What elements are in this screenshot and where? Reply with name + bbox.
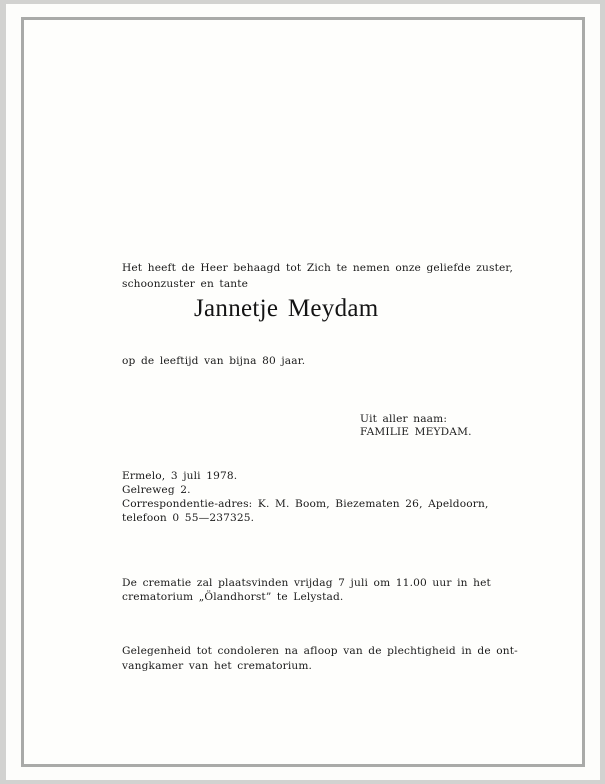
- signature-line-1: Uit aller naam:: [360, 413, 448, 425]
- address-line-1: Ermelo, 3 juli 1978.: [122, 470, 238, 482]
- condolence-line-1: Gelegenheid tot condoleren na afloop van de plechtigheid in de ont-: [122, 645, 518, 657]
- deceased-name: Jannetje Meydam: [194, 295, 379, 322]
- address-line-3: Correspondentie-adres: K. M. Boom, Biezematen 26, Apeldoorn,: [122, 498, 489, 510]
- cremation-line-1: De crematie zal plaatsvinden vrijdag 7 juli om 11.00 uur in het: [122, 577, 491, 589]
- intro-line-1: Het heeft de Heer behaagd tot Zich te nemen onze geliefde zuster,: [122, 262, 513, 274]
- card-content: [6, 4, 600, 780]
- address-line-2: Gelreweg 2.: [122, 484, 191, 496]
- age-line: op de leeftijd van bijna 80 jaar.: [122, 355, 306, 367]
- condolence-line-2: vangkamer van het crematorium.: [122, 660, 313, 672]
- signature-line-2: FAMILIE MEYDAM.: [360, 426, 472, 438]
- address-line-4: telefoon 0 55—237325.: [122, 512, 255, 524]
- paper-sheet: [6, 4, 600, 780]
- intro-line-2: schoonzuster en tante: [122, 278, 249, 290]
- cremation-line-2: crematorium „Ölandhorst” te Lelystad.: [122, 591, 344, 603]
